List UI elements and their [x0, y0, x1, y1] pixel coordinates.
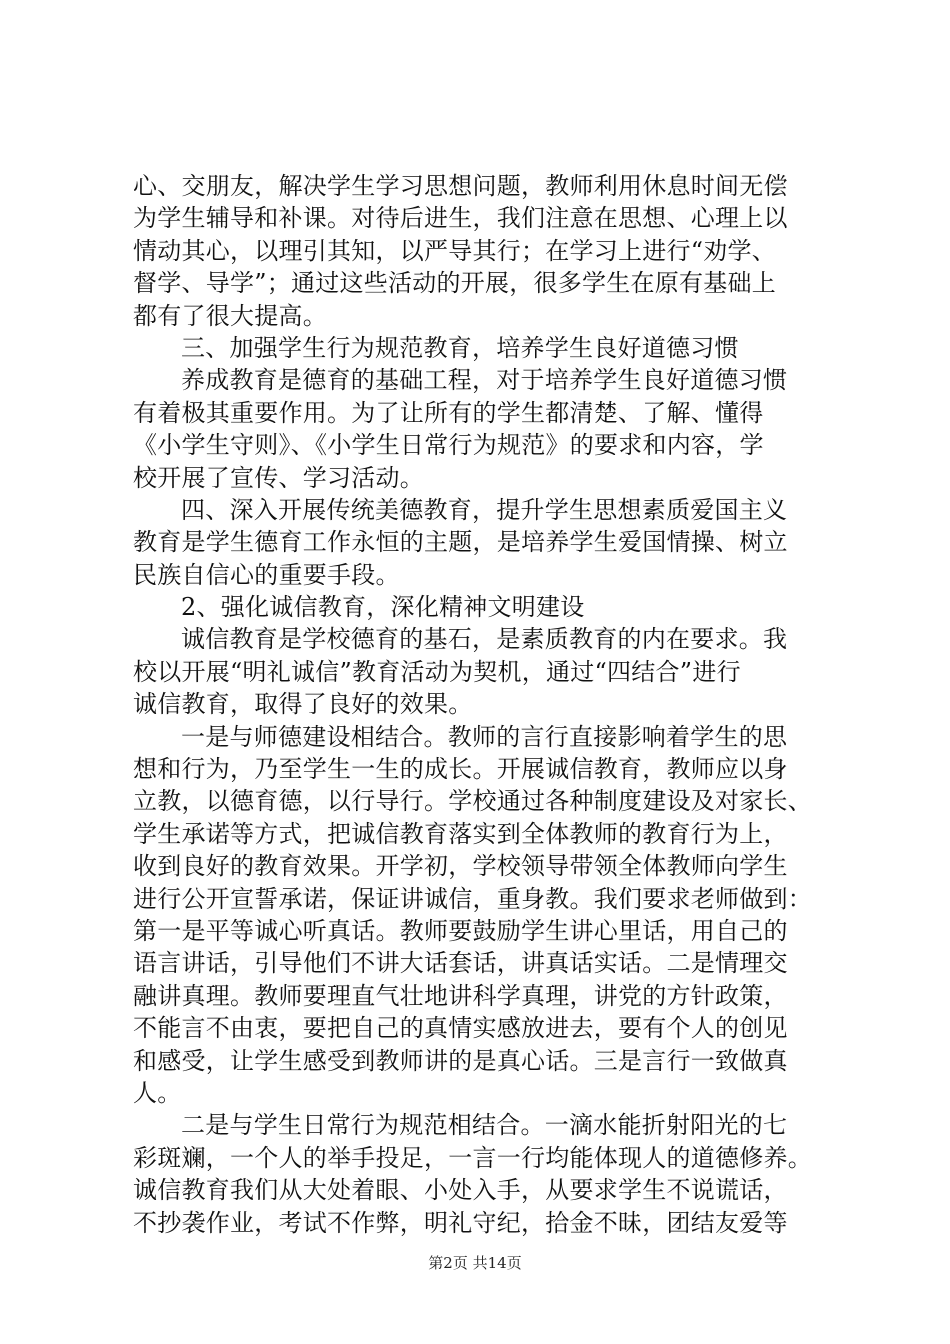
document-body: [133, 170, 833, 1239]
text-line: 收到良好的教育效果。开学初，学校领导带领全体教师向学生: [133, 852, 788, 881]
text-line: 校开展了宣传、学习活动。: [133, 463, 424, 492]
text-line: 养成教育是德育的基础工程，对于培养学生良好道德习惯: [181, 366, 788, 395]
text-line: 校以开展“明礼诚信”教育活动为契机，通过“四结合”进行: [133, 657, 741, 686]
text-line: 人。: [133, 1078, 182, 1107]
text-line: 学生承诺等方式，把诚信教育落实到全体教师的教育行为上，: [133, 819, 788, 848]
text-line: 不抄袭作业，考试不作弊，明礼守纪，拾金不昧，团结友爱等: [133, 1208, 788, 1237]
text-line: 立教，以德育德，以行导行。学校通过各种制度建设及对家长、: [133, 787, 812, 816]
text-line: 有着极其重要作用。为了让所有的学生都清楚、了解、懂得: [133, 398, 764, 427]
text-line: 都有了很大提高。: [133, 301, 327, 330]
text-line: 《小学生守则》、《小学生日常行为规范》的要求和内容，学: [133, 431, 764, 460]
text-line: 和感受，让学生感受到教师讲的是真心话。三是言行一致做真: [133, 1046, 788, 1075]
text-line: 为学生辅导和补课。对待后进生，我们注意在思想、心理上以: [133, 204, 788, 233]
text-line: 不能言不由衷，要把自己的真情实感放进去，要有个人的创见: [133, 1014, 788, 1043]
text-line: 诚信教育是学校德育的基石，是素质教育的内在要求。我: [181, 625, 788, 654]
text-line: 彩斑斓，一个人的举手投足，一言一行均能体现人的道德修养。: [133, 1143, 812, 1172]
text-line: 督学、导学”；通过这些活动的开展，很多学生在原有基础上: [133, 269, 777, 298]
text-line: 想和行为，乃至学生一生的成长。开展诚信教育，教师应以身: [133, 755, 788, 784]
text-line: 语言讲话，引导他们不讲大话套话，讲真话实话。二是情理交: [133, 949, 788, 978]
text-line: 2、强化诚信教育，深化精神文明建设: [181, 593, 585, 622]
text-line: 教育是学生德育工作永恒的主题，是培养学生爱国情操、树立: [133, 528, 788, 557]
text-line: 诚信教育我们从大处着眼、小处入手，从要求学生不说谎话，: [133, 1176, 788, 1205]
text-line: 四、深入开展传统美德教育，提升学生思想素质爱国主义: [181, 495, 788, 524]
text-line: 进行公开宣誓承诺，保证讲诚信，重身教。我们要求老师做到：: [133, 884, 812, 913]
text-line: 心、交朋友，解决学生学习思想问题，教师利用休息时间无偿: [133, 172, 788, 200]
text-line: 融讲真理。教师要理直气壮地讲科学真理，讲党的方针政策，: [133, 981, 788, 1010]
text-line: 诚信教育，取得了良好的效果。: [133, 690, 473, 719]
text-line: 第一是平等诚心听真话。教师要鼓励学生讲心里话，用自己的: [133, 916, 788, 945]
text-line: 二是与学生日常行为规范相结合。一滴水能折射阳光的七: [181, 1111, 788, 1140]
text-line: 情动其心，以理引其知，以严导其行；在学习上进行“劝学、: [133, 236, 777, 265]
text-line: 民族自信心的重要手段。: [133, 560, 400, 589]
text-line: 三、加强学生行为规范教育，培养学生良好道德习惯: [181, 333, 739, 362]
text-line: 一是与师德建设相结合。教师的言行直接影响着学生的思: [181, 722, 788, 751]
page-footer: 第2页 共14页: [428, 1254, 522, 1272]
